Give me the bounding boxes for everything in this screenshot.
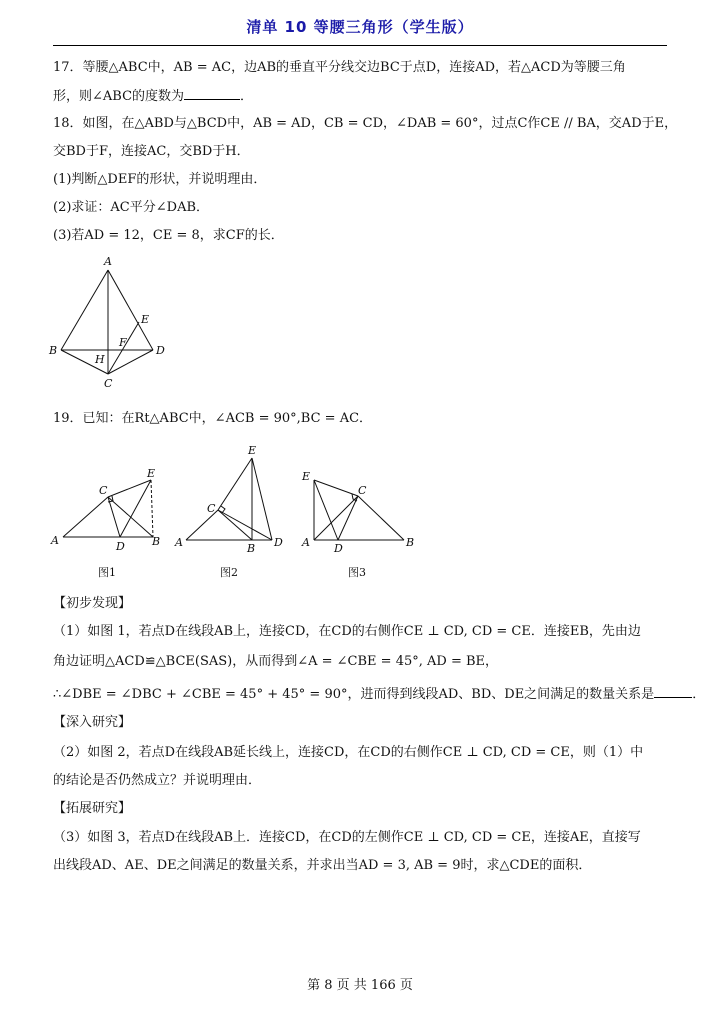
fig1-label-b: B <box>152 535 161 548</box>
q19-heading-deeper: 【深入研究】 <box>53 715 132 730</box>
q18-segment-ad <box>108 270 153 350</box>
q19-figure-3 <box>296 440 420 582</box>
q19-p1-line3-end: ． <box>692 687 706 702</box>
q18-label-e: E <box>141 313 150 326</box>
q18-part3: (3)若AD = 12，CE = 8，求CF的长． <box>53 228 284 243</box>
q19-p1-line3-text: ∴∠DBE = ∠DBC + ∠CBE = 45° + 45° = 90°，进而得到线段AD、BD、DE之间满足的数量关系是 <box>53 687 655 702</box>
q17-line2-end: ． <box>240 89 254 104</box>
fig3-segment-ce <box>314 480 358 496</box>
page-footer: 第 8 页 共 166 页 <box>307 978 413 993</box>
q18-part1: (1)判断△DEF的形状，并说明理由． <box>53 172 267 187</box>
fig2-label-d: D <box>274 536 283 549</box>
fig1-label-d: D <box>116 540 125 553</box>
q19-p1-line3 <box>53 685 705 704</box>
q18-label-f: F <box>119 336 127 349</box>
fig2-segment-ed <box>252 458 272 540</box>
fig2-label-e: E <box>248 444 257 457</box>
fig3-label-b: B <box>406 536 415 549</box>
q18-label-c: C <box>104 377 113 390</box>
fig1-segment-de <box>120 480 151 537</box>
fig3-label-a: A <box>302 536 310 549</box>
fig3-label-d: D <box>334 542 343 555</box>
fig3-segment-ac <box>314 496 358 540</box>
q18-part2: (2)求证：AC平分∠DAB． <box>53 200 210 215</box>
fig2-label-b: B <box>247 542 256 555</box>
q19-heading-extension: 【拓展研究】 <box>53 801 132 816</box>
q17-answer-blank <box>184 87 240 100</box>
q17-line2 <box>53 87 253 106</box>
fig3-segment-cb <box>358 496 404 540</box>
page-header-title: 清单 10 等腰三角形（学生版） <box>246 18 474 36</box>
fig1-segment-ce <box>108 480 151 497</box>
q19-p2-line1: （2）如图 2，若点D在线段AB延长线上，连接CD，在CD的右侧作CE ⊥ CD, CD = CE，则（1）中 <box>53 745 644 760</box>
q19-heading-preliminary: 【初步发现】 <box>53 596 132 611</box>
fig2-caption: 图2 <box>220 566 238 579</box>
fig2-label-c: C <box>207 502 216 515</box>
fig1-label-c: C <box>99 484 108 497</box>
fig3-segment-ed <box>314 480 338 540</box>
fig2-segment-ce <box>218 458 252 510</box>
q19-figure-2 <box>172 440 292 582</box>
q19-p1-line1: （1）如图 1，若点D在线段AB上，连接CD，在CD的右侧作CE ⊥ CD, CD = CE．连接EB，先由边 <box>53 624 641 639</box>
fig1-segment-ac <box>63 497 108 537</box>
q19-p3-line2: 出线段AD、AE、DE之间满足的数量关系，并求出当AD = 3, AB = 9时，求△CDE的面积． <box>53 858 592 873</box>
q19-figure-1 <box>48 440 168 582</box>
fig1-caption: 图1 <box>98 566 116 579</box>
header-divider <box>53 45 667 46</box>
q19-intro: 19．已知：在Rt△ABC中，∠ACB = 90°,BC = AC． <box>53 411 373 426</box>
fig3-label-c: C <box>358 484 367 497</box>
q18-segment-ab <box>61 270 108 350</box>
q19-p1-answer-blank <box>654 685 692 698</box>
q19-p3-line1: （3）如图 3，若点D在线段AB上．连接CD，在CD的左侧作CE ⊥ CD, CD = CE，连接AE，直接写 <box>53 830 641 845</box>
q18-figure <box>45 252 175 392</box>
q17-line2-text: 形，则∠ABC的度数为 <box>53 89 185 104</box>
q18-line2: 交BD于F，连接AC，交BD于H． <box>53 144 250 159</box>
q17-line1: 17．等腰△ABC中，AB = AC，边AB的垂直平分线交边BC于点D，连接AD，若△ACD为等腰三角 <box>53 60 626 75</box>
fig1-segment-eb <box>151 480 153 537</box>
fig3-segment-cd <box>338 496 358 540</box>
fig3-caption: 图3 <box>348 566 366 579</box>
q18-line1: 18．如图，在△ABD与△BCD中，AB = AD，CB = CD，∠DAB = 60°，过点C作CE // BA，交AD于E， <box>53 116 678 131</box>
fig2-segment-cd <box>218 510 272 540</box>
fig1-label-e: E <box>147 467 156 480</box>
q18-label-a: A <box>104 255 112 268</box>
q19-p2-line2: 的结论是否仍然成立？并说明理由． <box>53 773 262 788</box>
q18-label-d: D <box>156 344 165 357</box>
q18-label-h: H <box>95 353 105 366</box>
fig2-label-a: A <box>175 536 183 549</box>
fig2-segment-cb <box>218 510 252 540</box>
fig3-label-e: E <box>302 470 311 483</box>
q19-p1-line2: 角边证明△ACD≌△BCE(SAS)，从而得到∠A = ∠CBE = 45°, AD = BE， <box>53 654 499 669</box>
fig1-label-a: A <box>51 534 59 547</box>
q18-label-b: B <box>49 344 58 357</box>
